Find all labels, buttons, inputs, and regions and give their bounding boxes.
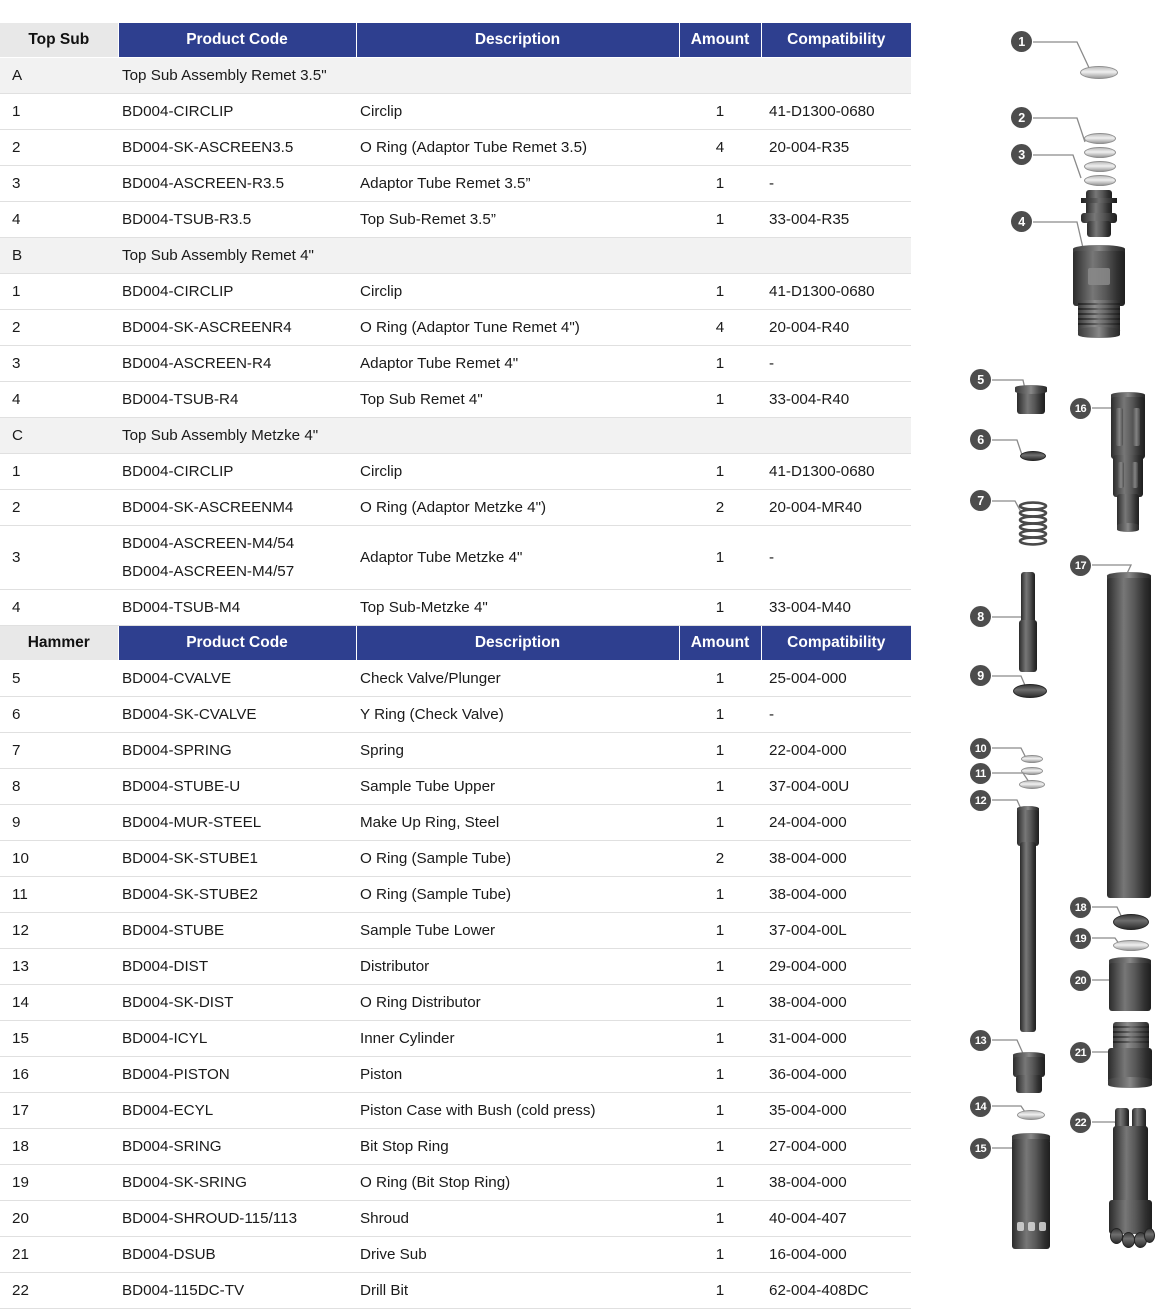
section-header-row (0, 237, 911, 273)
thread-line-4 (1078, 318, 1120, 320)
callout-8: 8 (970, 606, 991, 627)
table-row (0, 984, 911, 1020)
row-description: Adaptor Tube Remet 3.5” (356, 165, 679, 201)
row-index: 17 (0, 1092, 118, 1128)
column-header-compatibility: Compatibility (761, 23, 911, 58)
table-row (0, 93, 911, 129)
row-compatibility: 20-004-MR40 (761, 489, 911, 525)
part-y-ring (1020, 451, 1046, 461)
row-compatibility: - (761, 345, 911, 381)
callout-9: 9 (970, 665, 991, 686)
row-amount: 4 (679, 309, 761, 345)
row-product-code: BD004-TSUB-M4 (118, 589, 356, 625)
row-description: Circlip (356, 453, 679, 489)
row-compatibility: 31-004-000 (761, 1020, 911, 1056)
row-product-code: BD004-PISTON (118, 1056, 356, 1092)
part-shroud-body (1109, 963, 1151, 1011)
table-row (0, 876, 911, 912)
callout-14: 14 (970, 1096, 991, 1117)
part-o-ring-sample-tube-1b (1021, 767, 1043, 775)
row-amount: 2 (679, 489, 761, 525)
section-letter: A (0, 57, 118, 93)
column-header-amount: Amount (679, 625, 761, 660)
callout-21: 21 (1070, 1042, 1091, 1063)
row-product-code: BD004-STUBE (118, 912, 356, 948)
row-description: Sample Tube Lower (356, 912, 679, 948)
row-product-code: BD004-ASCREEN-M4/54 BD004-ASCREEN-M4/57 (118, 525, 356, 589)
table-row (0, 1200, 911, 1236)
row-product-code: BD004-SHROUD-115/113 (118, 1200, 356, 1236)
part-adaptor-tube-ring-a (1081, 198, 1117, 203)
row-index: 4 (0, 589, 118, 625)
row-index: 21 (0, 1236, 118, 1272)
row-amount: 1 (679, 1020, 761, 1056)
row-compatibility: 38-004-000 (761, 840, 911, 876)
table-row (0, 525, 911, 589)
table-row (0, 768, 911, 804)
row-index: 4 (0, 381, 118, 417)
row-amount: 1 (679, 453, 761, 489)
row-product-code: BD004-SK-DIST (118, 984, 356, 1020)
part-piston-case-body (1107, 578, 1151, 898)
row-description: Y Ring (Check Valve) (356, 696, 679, 732)
row-index: 5 (0, 660, 118, 696)
row-amount: 1 (679, 732, 761, 768)
row-compatibility: 40-004-407 (761, 1200, 911, 1236)
section-letter: C (0, 417, 118, 453)
part-distributor-upper (1013, 1057, 1045, 1077)
section-title: Top Sub Assembly Remet 4" (118, 237, 911, 273)
callout-19: 19 (1070, 928, 1091, 949)
row-description: Spring (356, 732, 679, 768)
table-row (0, 453, 911, 489)
row-index: 1 (0, 273, 118, 309)
row-index: 2 (0, 309, 118, 345)
section-title: Top Sub Assembly Remet 3.5" (118, 57, 911, 93)
table-row (0, 589, 911, 625)
part-o-ring-distributor (1017, 1110, 1045, 1120)
callout-4: 4 (1011, 211, 1032, 232)
row-compatibility: 33-004-R35 (761, 201, 911, 237)
row-amount: 1 (679, 660, 761, 696)
row-compatibility: 20-004-R35 (761, 129, 911, 165)
row-product-code: BD004-TSUB-R4 (118, 381, 356, 417)
row-amount: 1 (679, 93, 761, 129)
row-amount: 1 (679, 381, 761, 417)
callout-13: 13 (970, 1030, 991, 1051)
part-top-sub-window (1088, 268, 1110, 285)
drill-bit-button-1 (1110, 1228, 1123, 1244)
table-row (0, 273, 911, 309)
row-amount: 1 (679, 589, 761, 625)
part-o-ring-2 (1084, 147, 1116, 158)
part-adaptor-tube-stem (1087, 221, 1111, 237)
table-row (0, 1092, 911, 1128)
thread-line-3 (1078, 313, 1120, 315)
row-amount: 1 (679, 1056, 761, 1092)
row-index: 16 (0, 1056, 118, 1092)
callout-18: 18 (1070, 897, 1091, 918)
row-product-code: BD004-SK-STUBE1 (118, 840, 356, 876)
part-sample-tube-upper-body (1019, 620, 1037, 672)
callout-11: 11 (970, 763, 991, 784)
row-product-code: BD004-CVALVE (118, 660, 356, 696)
row-compatibility: 41-D1300-0680 (761, 453, 911, 489)
row-product-code: BD004-MUR-STEEL (118, 804, 356, 840)
row-amount: 1 (679, 273, 761, 309)
row-amount: 1 (679, 984, 761, 1020)
row-index: 3 (0, 525, 118, 589)
row-compatibility: 38-004-000 (761, 1164, 911, 1200)
row-amount: 1 (679, 525, 761, 589)
row-description: Circlip (356, 93, 679, 129)
section-letter: B (0, 237, 118, 273)
row-description: Drive Sub (356, 1236, 679, 1272)
row-compatibility: - (761, 696, 911, 732)
row-amount: 1 (679, 696, 761, 732)
row-product-code: BD004-SK-CVALVE (118, 696, 356, 732)
table-row (0, 309, 911, 345)
part-o-ring-sample-tube-2 (1019, 780, 1045, 789)
row-description: Distributor (356, 948, 679, 984)
thread-line-5 (1078, 323, 1120, 325)
row-index: 2 (0, 489, 118, 525)
row-amount: 1 (679, 1128, 761, 1164)
row-amount: 2 (679, 840, 761, 876)
row-description: Make Up Ring, Steel (356, 804, 679, 840)
part-o-ring-bit-stop-ring (1113, 940, 1149, 951)
row-product-code: BD004-SPRING (118, 732, 356, 768)
dsub-thread-1 (1113, 1026, 1149, 1028)
part-sample-tube-upper-top (1021, 572, 1035, 624)
callout-16: 16 (1070, 398, 1091, 419)
row-compatibility: 38-004-000 (761, 876, 911, 912)
row-index: 18 (0, 1128, 118, 1164)
callout-2: 2 (1011, 107, 1032, 128)
row-amount: 1 (679, 912, 761, 948)
piston-slot-1 (1116, 408, 1123, 446)
row-compatibility: 16-004-000 (761, 1236, 911, 1272)
part-o-ring-3 (1084, 161, 1116, 172)
row-compatibility: 24-004-000 (761, 804, 911, 840)
row-amount: 1 (679, 804, 761, 840)
row-compatibility: 37-004-00L (761, 912, 911, 948)
part-sample-tube-lower-collar (1017, 810, 1039, 846)
column-header-description: Description (356, 23, 679, 58)
row-description: O Ring (Adaptor Tune Remet 4") (356, 309, 679, 345)
row-compatibility: 35-004-000 (761, 1092, 911, 1128)
row-index: 6 (0, 696, 118, 732)
part-piston-base (1117, 523, 1139, 532)
row-product-code: BD004-SK-STUBE2 (118, 876, 356, 912)
port-hole-1 (1017, 1222, 1024, 1231)
port-hole-2 (1028, 1222, 1035, 1231)
section-header-row (0, 417, 911, 453)
row-description: Piston (356, 1056, 679, 1092)
callout-7: 7 (970, 490, 991, 511)
part-check-valve-top (1015, 385, 1047, 394)
part-o-ring-4 (1084, 175, 1116, 186)
row-compatibility: - (761, 165, 911, 201)
row-compatibility: 33-004-R40 (761, 381, 911, 417)
dsub-thread-3 (1113, 1036, 1149, 1038)
callout-20: 20 (1070, 970, 1091, 991)
row-index: 14 (0, 984, 118, 1020)
piston-slot-4 (1132, 462, 1138, 488)
table-row (0, 696, 911, 732)
thread-line-2 (1078, 308, 1120, 310)
row-description: O Ring (Sample Tube) (356, 840, 679, 876)
callout-1: 1 (1011, 31, 1032, 52)
row-amount: 1 (679, 1092, 761, 1128)
table-row (0, 201, 911, 237)
row-description: Top Sub Remet 4" (356, 381, 679, 417)
parts-table-container (0, 22, 911, 1309)
column-header-index: Hammer (0, 625, 118, 660)
row-index: 19 (0, 1164, 118, 1200)
column-header-amount: Amount (679, 23, 761, 58)
row-compatibility: 38-004-000 (761, 984, 911, 1020)
table-row (0, 1128, 911, 1164)
row-product-code: BD004-SK-SRING (118, 1164, 356, 1200)
callout-15: 15 (970, 1138, 991, 1159)
row-product-code: BD004-SK-ASCREEN3.5 (118, 129, 356, 165)
part-distributor-lower (1016, 1075, 1042, 1093)
drill-bit-button-4 (1144, 1228, 1155, 1243)
row-index: 9 (0, 804, 118, 840)
row-compatibility: 27-004-000 (761, 1128, 911, 1164)
row-product-code: BD004-ECYL (118, 1092, 356, 1128)
row-amount: 1 (679, 201, 761, 237)
callout-5: 5 (970, 369, 991, 390)
table-row (0, 840, 911, 876)
row-index: 2 (0, 129, 118, 165)
row-index: 1 (0, 93, 118, 129)
row-index: 13 (0, 948, 118, 984)
part-inner-cylinder-body (1012, 1139, 1050, 1249)
row-index: 12 (0, 912, 118, 948)
row-index: 11 (0, 876, 118, 912)
row-product-code: BD004-SRING (118, 1128, 356, 1164)
column-header-description: Description (356, 625, 679, 660)
callout-22: 22 (1070, 1112, 1091, 1133)
callout-3: 3 (1011, 144, 1032, 165)
table-row (0, 1272, 911, 1308)
table-row (0, 912, 911, 948)
row-compatibility: 33-004-M40 (761, 589, 911, 625)
table-row (0, 129, 911, 165)
row-compatibility: 36-004-000 (761, 1056, 911, 1092)
row-amount: 1 (679, 345, 761, 381)
row-amount: 4 (679, 129, 761, 165)
table-row (0, 489, 911, 525)
dsub-thread-4 (1113, 1041, 1149, 1043)
callout-12: 12 (970, 790, 991, 811)
row-compatibility: 41-D1300-0680 (761, 93, 911, 129)
row-description: Drill Bit (356, 1272, 679, 1308)
row-compatibility: 37-004-00U (761, 768, 911, 804)
table-row (0, 381, 911, 417)
table-row (0, 1236, 911, 1272)
part-spring (1013, 500, 1053, 548)
row-product-code: BD004-CIRCLIP (118, 273, 356, 309)
callout-10: 10 (970, 738, 991, 759)
row-description: Check Valve/Plunger (356, 660, 679, 696)
row-description: O Ring (Adaptor Tube Remet 3.5) (356, 129, 679, 165)
section-title: Top Sub Assembly Metzke 4" (118, 417, 911, 453)
row-index: 4 (0, 201, 118, 237)
row-description: Sample Tube Upper (356, 768, 679, 804)
callout-17: 17 (1070, 555, 1091, 576)
table-header-row (0, 23, 911, 58)
row-index: 3 (0, 165, 118, 201)
row-amount: 1 (679, 768, 761, 804)
table-row (0, 732, 911, 768)
row-product-code: BD004-CIRCLIP (118, 93, 356, 129)
row-description: O Ring (Adaptor Metzke 4") (356, 489, 679, 525)
part-o-ring-sample-tube-1 (1021, 755, 1043, 763)
row-product-code: BD004-DSUB (118, 1236, 356, 1272)
part-sample-tube-lower-body (1020, 842, 1036, 1032)
table-row (0, 948, 911, 984)
part-drive-sub-base (1108, 1077, 1152, 1088)
thread-line-1 (1078, 303, 1120, 305)
piston-slot-3 (1118, 462, 1124, 488)
table-row (0, 1020, 911, 1056)
row-index: 7 (0, 732, 118, 768)
piston-slot-2 (1133, 408, 1140, 446)
row-index: 20 (0, 1200, 118, 1236)
row-description: Shroud (356, 1200, 679, 1236)
row-description: O Ring (Sample Tube) (356, 876, 679, 912)
parts-table (0, 22, 911, 1309)
part-o-ring-1 (1084, 133, 1116, 144)
row-index: 1 (0, 453, 118, 489)
row-compatibility: 22-004-000 (761, 732, 911, 768)
column-header-compatibility: Compatibility (761, 625, 911, 660)
table-row (0, 804, 911, 840)
row-compatibility: 25-004-000 (761, 660, 911, 696)
section-header-row (0, 57, 911, 93)
row-description: O Ring Distributor (356, 984, 679, 1020)
row-product-code: BD004-CIRCLIP (118, 453, 356, 489)
row-product-code: BD004-TSUB-R3.5 (118, 201, 356, 237)
row-compatibility: 20-004-R40 (761, 309, 911, 345)
table-row (0, 345, 911, 381)
row-compatibility: 62-004-408DC (761, 1272, 911, 1308)
row-description: Inner Cylinder (356, 1020, 679, 1056)
row-product-code: BD004-SK-ASCREENR4 (118, 309, 356, 345)
row-index: 15 (0, 1020, 118, 1056)
part-bit-stop-ring (1113, 914, 1149, 930)
row-amount: 1 (679, 948, 761, 984)
row-product-code: BD004-ASCREEN-R3.5 (118, 165, 356, 201)
row-description: Circlip (356, 273, 679, 309)
row-amount: 1 (679, 1164, 761, 1200)
row-amount: 1 (679, 1236, 761, 1272)
row-compatibility: 29-004-000 (761, 948, 911, 984)
row-product-code: BD004-STUBE-U (118, 768, 356, 804)
row-index: 8 (0, 768, 118, 804)
row-product-code: BD004-ICYL (118, 1020, 356, 1056)
row-description: Bit Stop Ring (356, 1128, 679, 1164)
row-amount: 1 (679, 876, 761, 912)
row-description: Adaptor Tube Remet 4" (356, 345, 679, 381)
row-index: 22 (0, 1272, 118, 1308)
table-row (0, 165, 911, 201)
row-description: Adaptor Tube Metzke 4" (356, 525, 679, 589)
table-row (0, 660, 911, 696)
part-drill-bit-shank (1113, 1126, 1148, 1208)
dsub-thread-2 (1113, 1031, 1149, 1033)
row-description: Piston Case with Bush (cold press) (356, 1092, 679, 1128)
column-header-product-code: Product Code (118, 23, 356, 58)
row-compatibility: - (761, 525, 911, 589)
row-product-code: BD004-ASCREEN-R4 (118, 345, 356, 381)
row-product-code: BD004-115DC-TV (118, 1272, 356, 1308)
column-header-product-code: Product Code (118, 625, 356, 660)
row-product-code: BD004-DIST (118, 948, 356, 984)
row-product-code: BD004-SK-ASCREENM4 (118, 489, 356, 525)
column-header-index: Top Sub (0, 23, 118, 58)
exploded-parts-diagram (955, 0, 1156, 1274)
row-description: Top Sub-Remet 3.5” (356, 201, 679, 237)
table-header-row (0, 625, 911, 660)
row-description: O Ring (Bit Stop Ring) (356, 1164, 679, 1200)
port-hole-3 (1039, 1222, 1046, 1231)
part-circlip (1080, 66, 1118, 79)
row-index: 10 (0, 840, 118, 876)
row-index: 3 (0, 345, 118, 381)
row-compatibility: 41-D1300-0680 (761, 273, 911, 309)
row-description: Top Sub-Metzke 4" (356, 589, 679, 625)
callout-6: 6 (970, 429, 991, 450)
table-row (0, 1164, 911, 1200)
table-row (0, 1056, 911, 1092)
row-amount: 1 (679, 1200, 761, 1236)
row-amount: 1 (679, 165, 761, 201)
part-top-sub-base (1078, 327, 1120, 338)
part-make-up-ring (1013, 684, 1047, 698)
row-amount: 1 (679, 1272, 761, 1308)
